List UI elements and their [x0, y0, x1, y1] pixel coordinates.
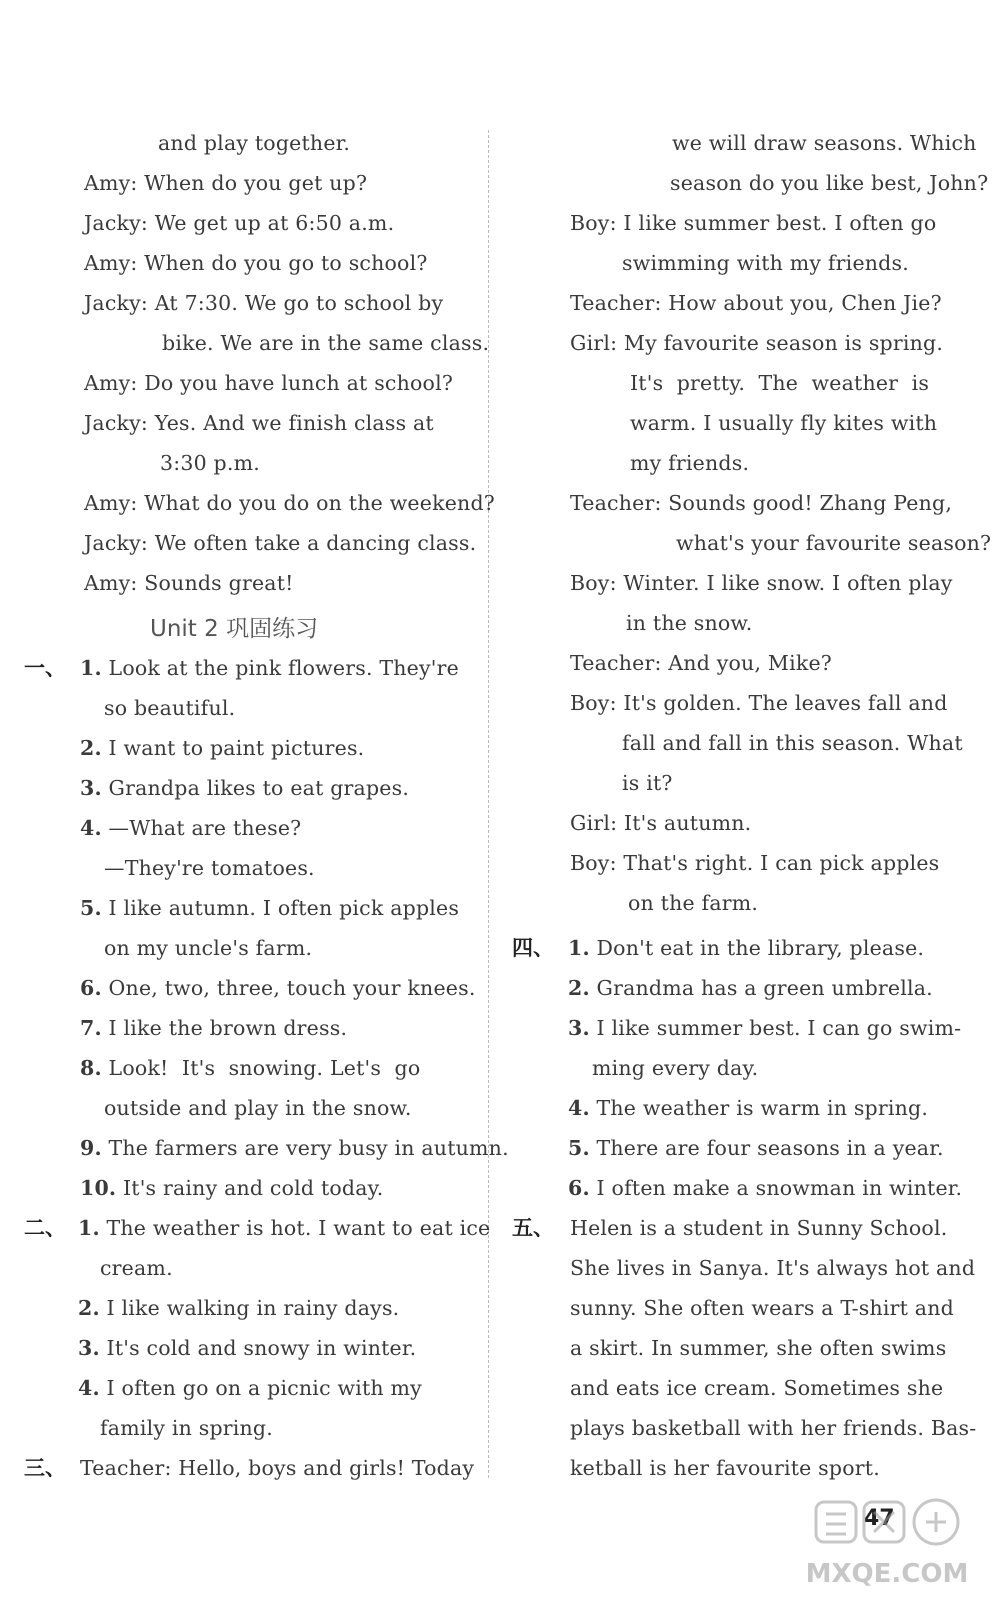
dialogue-line	[84, 403, 434, 443]
item-text: Look at the pink flowers. They're	[108, 656, 459, 680]
speech: And you, Mike?	[668, 651, 832, 675]
answer-item	[80, 1128, 509, 1168]
speaker: Boy:	[570, 851, 617, 875]
dialogue-line	[570, 683, 948, 723]
item-text: The weather is warm in spring.	[596, 1096, 929, 1120]
page-number: 47	[864, 1506, 895, 1531]
paragraph-line: She lives in Sanya. It's always hot and	[570, 1256, 976, 1280]
text-line: we will draw seasons. Which	[672, 131, 977, 155]
text-line: —They're tomatoes.	[104, 856, 315, 880]
dialogue-line	[570, 643, 832, 683]
item-text: Grandpa likes to eat grapes.	[108, 776, 410, 800]
answer-item	[80, 808, 301, 848]
dialogue-line	[84, 483, 495, 523]
item-number: 7.	[80, 1016, 102, 1040]
speech: Do you have lunch at school?	[144, 371, 454, 395]
answer-item	[80, 648, 459, 688]
answer-item	[568, 968, 933, 1008]
dialogue-line	[570, 283, 942, 323]
speaker: Boy:	[570, 571, 617, 595]
paragraph-line: sunny. She often wears a T-shirt and	[570, 1296, 954, 1320]
dialogue-line	[570, 483, 952, 523]
answer-item	[78, 1208, 490, 1248]
speech: It's autumn.	[623, 811, 752, 835]
paragraph-line: Helen is a student in Sunny School.	[570, 1216, 948, 1240]
item-number: 5.	[80, 896, 102, 920]
text-line: cream.	[100, 1256, 173, 1280]
item-text: I like walking in rainy days.	[106, 1296, 400, 1320]
answer-item	[80, 1048, 420, 1088]
item-number: 9.	[80, 1136, 102, 1160]
speaker: Boy:	[570, 691, 617, 715]
item-number: 1.	[568, 936, 590, 960]
text-line: 3:30 p.m.	[160, 451, 260, 475]
item-text: I want to paint pictures.	[108, 736, 365, 760]
item-text: I like summer best. I can go swim-	[596, 1016, 962, 1040]
answer-item	[568, 1128, 944, 1168]
item-number: 2.	[568, 976, 590, 1000]
speaker: Jacky:	[84, 531, 149, 555]
paragraph-line: plays basketball with her friends. Bas-	[570, 1416, 977, 1440]
text-line: on the farm.	[628, 891, 759, 915]
item-text: The weather is hot. I want to eat ice	[106, 1216, 491, 1240]
speaker: Jacky:	[84, 211, 149, 235]
answer-item	[78, 1368, 422, 1408]
speaker: Amy:	[84, 251, 138, 275]
section-marker: 五、	[512, 1216, 554, 1240]
speaker: Jacky:	[84, 411, 149, 435]
unit-title: Unit 2 巩固练习	[150, 616, 319, 642]
text-line: family in spring.	[100, 1416, 273, 1440]
answer-item	[78, 1328, 416, 1368]
item-text: —What are these?	[108, 816, 302, 840]
speaker: Amy:	[84, 571, 138, 595]
item-text: It's cold and snowy in winter.	[106, 1336, 417, 1360]
item-number: 4.	[78, 1376, 100, 1400]
item-text: I like the brown dress.	[108, 1016, 348, 1040]
watermark-logo	[802, 1486, 972, 1596]
item-number: 6.	[568, 1176, 590, 1200]
item-text: The farmers are very busy in autumn.	[108, 1136, 509, 1160]
speaker: Amy:	[84, 371, 138, 395]
dialogue-line	[80, 1448, 474, 1488]
item-number: 8.	[80, 1056, 102, 1080]
speaker: Girl:	[570, 331, 618, 355]
item-number: 1.	[78, 1216, 100, 1240]
item-text: Look! It's snowing. Let's go	[108, 1056, 421, 1080]
text-line: and play together.	[158, 131, 351, 155]
answer-item	[80, 768, 409, 808]
item-number: 1.	[80, 656, 102, 680]
item-text: I like autumn. I often pick apples	[108, 896, 460, 920]
answer-item	[78, 1288, 399, 1328]
speech: That's right. I can pick apples	[623, 851, 940, 875]
speaker: Amy:	[84, 171, 138, 195]
answer-item	[568, 1008, 961, 1048]
text-line: on my uncle's farm.	[104, 936, 313, 960]
text-line: is it?	[622, 771, 673, 795]
answer-item	[80, 888, 459, 928]
dialogue-line	[84, 523, 476, 563]
text-line: outside and play in the snow.	[104, 1096, 412, 1120]
speaker: Teacher:	[570, 291, 662, 315]
speaker: Teacher:	[80, 1456, 172, 1480]
item-number: 3.	[78, 1336, 100, 1360]
dialogue-line	[570, 203, 936, 243]
answer-item	[80, 728, 364, 768]
dialogue-line	[570, 323, 943, 363]
text-line: so beautiful.	[104, 696, 236, 720]
speaker: Amy:	[84, 491, 138, 515]
item-number: 4.	[568, 1096, 590, 1120]
text-line: warm. I usually fly kites with	[630, 411, 938, 435]
speech: When do you get up?	[144, 171, 368, 195]
item-text: I often make a snowman in winter.	[596, 1176, 963, 1200]
section-marker: 一、	[24, 656, 66, 680]
speaker: Girl:	[570, 811, 618, 835]
answer-item	[568, 1088, 928, 1128]
item-number: 10.	[80, 1176, 117, 1200]
speaker: Teacher:	[570, 651, 662, 675]
speech: It's golden. The leaves fall and	[623, 691, 948, 715]
dialogue-line	[84, 243, 428, 283]
svg-text:MXQE.COM: MXQE.COM	[805, 1559, 969, 1589]
speaker: Jacky:	[84, 291, 149, 315]
text-line: my friends.	[630, 451, 750, 475]
speech: When do you go to school?	[144, 251, 428, 275]
answer-item	[80, 1168, 383, 1208]
speech: We get up at 6:50 a.m.	[154, 211, 395, 235]
item-text: It's rainy and cold today.	[122, 1176, 384, 1200]
speech: At 7:30. We go to school by	[154, 291, 444, 315]
item-text: Don't eat in the library, please.	[596, 936, 925, 960]
dialogue-line	[84, 563, 294, 603]
item-number: 5.	[568, 1136, 590, 1160]
item-number: 3.	[80, 776, 102, 800]
paragraph-line: and eats ice cream. Sometimes she	[570, 1376, 944, 1400]
item-number: 2.	[80, 736, 102, 760]
item-number: 4.	[80, 816, 102, 840]
dialogue-line	[84, 163, 367, 203]
section-marker: 三、	[24, 1456, 66, 1480]
dialogue-line	[570, 563, 953, 603]
item-text: I often go on a picnic with my	[106, 1376, 422, 1400]
paragraph-line: a skirt. In summer, she often swims	[570, 1336, 947, 1360]
speech: My favourite season is spring.	[623, 331, 944, 355]
dialogue-line	[570, 803, 751, 843]
text-line: what's your favourite season?	[676, 531, 992, 555]
text-line: in the snow.	[626, 611, 753, 635]
text-line: bike. We are in the same class.	[162, 331, 490, 355]
speech: Sounds good! Zhang Peng,	[668, 491, 953, 515]
dialogue-line	[84, 283, 460, 323]
item-number: 3.	[568, 1016, 590, 1040]
text-line: season do you like best, John?	[670, 171, 989, 195]
item-number: 6.	[80, 976, 102, 1000]
dialogue-line	[84, 203, 394, 243]
item-text: One, two, three, touch your knees.	[108, 976, 476, 1000]
paragraph-line: ketball is her favourite sport.	[570, 1456, 880, 1480]
text-line: ming every day.	[592, 1056, 759, 1080]
speech: Hello, boys and girls! Today	[178, 1456, 475, 1480]
speech: Winter. I like snow. I often play	[623, 571, 953, 595]
item-text: There are four seasons in a year.	[596, 1136, 944, 1160]
answer-item	[568, 1168, 962, 1208]
speech: Sounds great!	[144, 571, 294, 595]
item-text: Grandma has a green umbrella.	[596, 976, 933, 1000]
speech: How about you, Chen Jie?	[668, 291, 942, 315]
answer-item	[80, 968, 476, 1008]
text-line: fall and fall in this season. What	[622, 731, 963, 755]
speech: What do you do on the weekend?	[144, 491, 495, 515]
text-line: swimming with my friends.	[622, 251, 909, 275]
answer-item	[568, 928, 924, 968]
dialogue-line	[570, 843, 939, 883]
dialogue-line	[84, 363, 453, 403]
watermark-icon	[802, 1486, 972, 1596]
item-number: 2.	[78, 1296, 100, 1320]
speech: Yes. And we finish class at	[154, 411, 434, 435]
section-marker: 四、	[512, 936, 554, 960]
speaker: Teacher:	[570, 491, 662, 515]
text-line: It's pretty. The weather is	[630, 371, 930, 395]
section-marker: 二、	[24, 1216, 66, 1240]
answer-item	[80, 1008, 347, 1048]
speech: We often take a dancing class.	[154, 531, 477, 555]
speaker: Boy:	[570, 211, 617, 235]
speech: I like summer best. I often go	[623, 211, 937, 235]
